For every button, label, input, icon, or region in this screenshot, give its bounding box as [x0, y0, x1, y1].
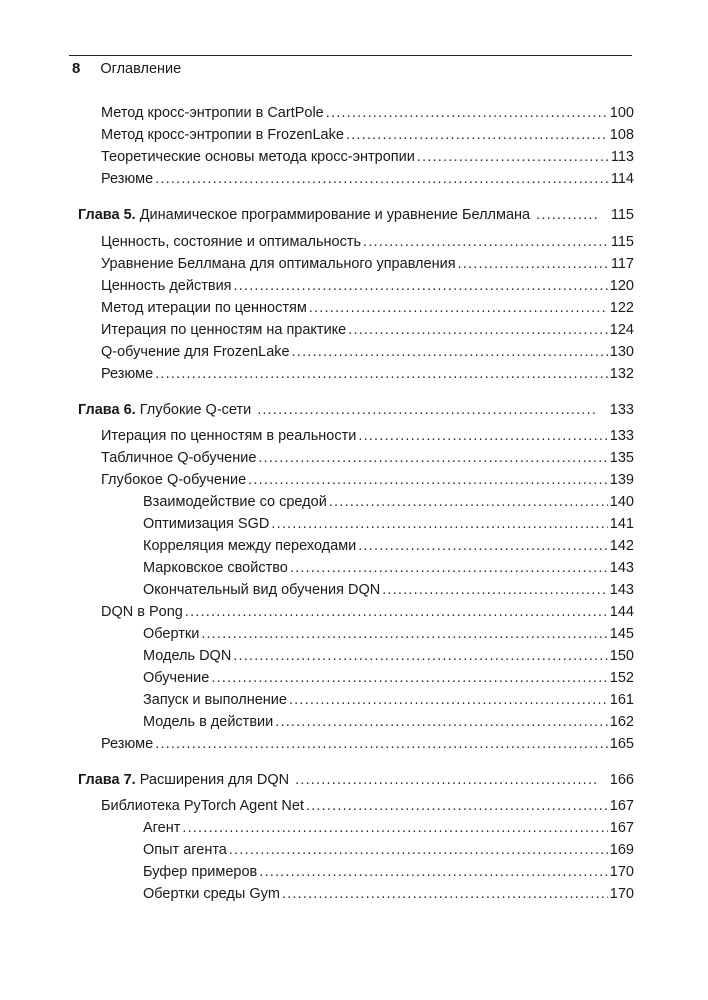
toc-title-text: Табличное Q-обучение: [101, 450, 257, 466]
toc-title-text: Оптимизация SGD: [143, 516, 270, 532]
dot-leader: [258, 449, 607, 467]
toc-entry: [143, 537, 634, 555]
toc-entry: [143, 625, 634, 643]
dot-leader: [257, 401, 598, 419]
toc-page-number: 169: [609, 842, 634, 858]
toc-title: [101, 365, 153, 383]
dot-leader: [536, 206, 599, 224]
toc-title-text: Модель в действии: [143, 714, 274, 730]
toc-title: [143, 819, 180, 837]
dot-leader: [382, 581, 608, 599]
toc-page-number: 166: [609, 772, 634, 788]
toc-title-text: Корреляция между переходами: [143, 538, 357, 554]
toc-chapter: [78, 401, 634, 419]
dot-leader: [155, 170, 609, 188]
page-number: 8: [72, 60, 81, 77]
toc-page-number: 167: [609, 820, 634, 836]
toc-title: [143, 863, 257, 881]
dot-leader: [275, 713, 608, 731]
toc-entry: [143, 885, 634, 903]
toc-entry: [101, 255, 634, 273]
toc-title: [143, 669, 209, 687]
toc-title: [101, 233, 361, 251]
toc-entry: [101, 449, 634, 467]
toc-entry: [143, 713, 634, 731]
dot-leader: [211, 669, 607, 687]
toc-page-number: 122: [609, 300, 634, 316]
toc-title: [143, 885, 280, 903]
toc-entry: [101, 735, 634, 753]
toc-entry: [143, 691, 634, 709]
toc-title-text: Буфер примеров: [143, 864, 258, 880]
toc-entry: [101, 104, 634, 122]
toc-title: [143, 537, 356, 555]
toc-title: [101, 321, 346, 339]
toc-page-number: 141: [609, 516, 634, 532]
toc-page-number: 117: [610, 256, 634, 272]
toc-title: [78, 401, 251, 419]
toc-title-text: Агент: [143, 820, 181, 836]
toc-title: [101, 126, 344, 144]
toc-page-number: 143: [609, 582, 634, 598]
toc-chapter: [78, 206, 634, 224]
toc-page-number: 152: [609, 670, 634, 686]
toc-page-number: 167: [609, 798, 634, 814]
dot-leader: [185, 603, 608, 621]
toc-page-number: 170: [609, 886, 634, 902]
toc-page-number: 162: [609, 714, 634, 730]
toc-title-text: Итерация по ценностям на практике: [101, 322, 347, 338]
toc-page-number: 100: [609, 105, 634, 121]
toc-title-text: Метод кросс-энтропии в FrozenLake: [101, 127, 344, 143]
toc-page-number: 120: [609, 278, 634, 294]
toc-entry: [101, 148, 634, 166]
toc-title: [101, 603, 183, 621]
toc-title-text: Марковское свойство: [143, 560, 288, 576]
chapter-number: Глава 5.: [78, 207, 136, 223]
toc-title-text: Динамическое программирование и уравнение Беллмана: [139, 207, 531, 223]
toc-page-number: 124: [609, 322, 634, 338]
dot-leader: [201, 625, 607, 643]
toc-entry: [101, 603, 634, 621]
toc-title-text: Ценность действия: [101, 278, 232, 294]
toc-title: [143, 647, 231, 665]
toc-page-number: 139: [609, 472, 634, 488]
toc-title: [101, 427, 356, 445]
toc-title: [101, 104, 324, 122]
toc-entry: [101, 343, 634, 361]
toc-page-number: 113: [610, 149, 634, 165]
dot-leader: [458, 255, 609, 273]
toc-page-number: 145: [609, 626, 634, 642]
toc-chapter: [78, 771, 634, 789]
toc-title-text: Итерация по ценностям в реальности: [101, 428, 357, 444]
toc-title: [143, 713, 273, 731]
toc-page-number: 133: [609, 402, 634, 418]
toc-title-text: Расширения для DQN: [139, 772, 290, 788]
toc-title-text: Теоретические основы метода кросс-энтропии: [101, 149, 415, 165]
toc-title-text: Обертки среды Gym: [143, 886, 280, 902]
toc-title-text: Метод кросс-энтропии в CartPole: [101, 105, 324, 121]
toc-page-number: 165: [609, 736, 634, 752]
toc-page-number: 144: [609, 604, 634, 620]
toc-entry: [101, 427, 634, 445]
toc-title-text: Уравнение Беллмана для оптимального управления: [101, 256, 456, 272]
toc-entry: [101, 126, 634, 144]
toc-title: [78, 771, 289, 789]
toc-title-text: Резюме: [101, 736, 154, 752]
toc-entry: [101, 471, 634, 489]
toc-title: [143, 493, 327, 511]
toc-page-number: 115: [610, 234, 634, 250]
dot-leader: [182, 819, 607, 837]
toc-entry: [101, 797, 634, 815]
toc-entry: [143, 493, 634, 511]
toc-title-text: Метод итерации по ценностям: [101, 300, 307, 316]
toc-entry: [143, 863, 634, 881]
toc-page-number: 135: [609, 450, 634, 466]
toc-title: [101, 148, 415, 166]
toc-title: [101, 797, 304, 815]
dot-leader: [155, 365, 608, 383]
toc-entry: [143, 841, 634, 859]
dot-leader: [259, 863, 608, 881]
toc-title-text: Окончательный вид обучения DQN: [143, 582, 381, 598]
toc-title-text: Запуск и выполнение: [143, 692, 287, 708]
dot-leader: [358, 537, 608, 555]
toc-entry: [143, 819, 634, 837]
dot-leader: [229, 841, 608, 859]
toc-page-number: 143: [609, 560, 634, 576]
dot-leader: [248, 471, 608, 489]
toc-page-number: 108: [609, 127, 634, 143]
toc-title-text: Обучение: [143, 670, 210, 686]
toc-title: [101, 170, 153, 188]
dot-leader: [417, 148, 609, 166]
toc-title-text: Глубокое Q-обучение: [101, 472, 247, 488]
toc-title: [143, 625, 199, 643]
toc-title-text: Опыт агента: [143, 842, 227, 858]
toc-title: [101, 343, 290, 361]
toc-title-text: Ценность, состояние и оптимальность: [101, 234, 362, 250]
toc-title: [101, 255, 456, 273]
toc-entry: [143, 515, 634, 533]
toc-page-number: 150: [609, 648, 634, 664]
chapter-number: Глава 7.: [78, 772, 136, 788]
dot-leader: [346, 126, 608, 144]
dot-leader: [271, 515, 607, 533]
toc-page-number: 114: [610, 171, 634, 187]
toc-title: [143, 515, 269, 533]
toc-entry: [101, 277, 634, 295]
toc-title: [101, 299, 307, 317]
section-title: Оглавление: [100, 61, 182, 77]
toc-title-text: Модель DQN: [143, 648, 232, 664]
dot-leader: [306, 797, 608, 815]
toc-title-text: Взаимодействие со средой: [143, 494, 327, 510]
toc-title-text: Библиотека PyTorch Agent Net: [101, 798, 304, 814]
toc-entry: [143, 647, 634, 665]
toc-entry: [101, 170, 634, 188]
toc-page-number: 132: [609, 366, 634, 382]
toc-title-text: Глубокие Q-сети: [139, 402, 252, 418]
toc-entry: [101, 299, 634, 317]
toc-entry: [101, 365, 634, 383]
toc-title: [101, 277, 232, 295]
toc-title: [143, 691, 287, 709]
toc-page-number: 133: [609, 428, 634, 444]
toc-title-text: DQN в Pong: [101, 604, 183, 620]
chapter-number: Глава 6.: [78, 402, 136, 418]
toc-title: [101, 471, 246, 489]
toc-page-number: 130: [609, 344, 634, 360]
dot-leader: [295, 771, 598, 789]
toc-title-text: Резюме: [101, 171, 154, 187]
toc-entry: [101, 233, 634, 251]
dot-leader: [233, 647, 608, 665]
toc-entry: [101, 321, 634, 339]
toc-title: [143, 841, 227, 859]
toc-page-number: 170: [609, 864, 634, 880]
toc-title-text: Q-обучение для FrozenLake: [101, 344, 290, 360]
toc-title-text: Резюме: [101, 366, 154, 382]
toc-title: [101, 735, 153, 753]
dot-leader: [290, 559, 608, 577]
dot-leader: [282, 885, 608, 903]
toc-entry: [143, 581, 634, 599]
dot-leader: [234, 277, 608, 295]
toc-page-number: 161: [609, 692, 634, 708]
dot-leader: [348, 321, 608, 339]
toc-title: [143, 559, 288, 577]
toc-page-number: 142: [609, 538, 634, 554]
toc-title: [143, 581, 380, 599]
dot-leader: [289, 691, 608, 709]
dot-leader: [292, 343, 608, 361]
dot-leader: [155, 735, 608, 753]
toc-entry: [143, 669, 634, 687]
toc-entry: [143, 559, 634, 577]
dot-leader: [358, 427, 607, 445]
dot-leader: [309, 299, 608, 317]
toc-title-text: Обертки: [143, 626, 200, 642]
toc-page-number: 140: [609, 494, 634, 510]
toc-title: [101, 449, 256, 467]
dot-leader: [363, 233, 609, 251]
toc-title: [78, 206, 530, 224]
dot-leader: [329, 493, 608, 511]
toc-page-number: 115: [610, 207, 634, 223]
dot-leader: [326, 104, 608, 122]
